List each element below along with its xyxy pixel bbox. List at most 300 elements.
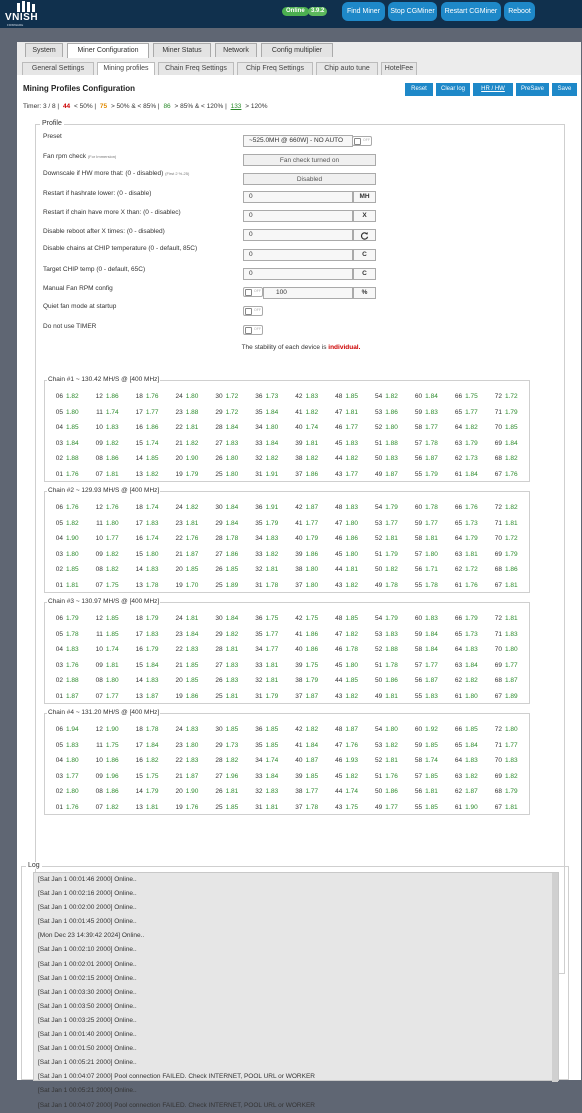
- chip-cell: [170, 467, 210, 483]
- tab-miner-status[interactable]: Miner Status: [153, 43, 211, 57]
- chip-number: 69: [494, 772, 502, 780]
- chip-cell: [369, 562, 409, 578]
- chip-cell: [170, 800, 210, 816]
- chip-number: 45: [335, 661, 343, 669]
- chip-cell: [170, 500, 210, 516]
- fan-check-button[interactable]: Fan check turned on: [243, 154, 376, 166]
- chip-row: [50, 642, 529, 658]
- chip-number: 05: [55, 519, 63, 527]
- chip-number: 53: [375, 408, 383, 416]
- chip-row: [50, 611, 529, 627]
- checkbox-icon: [245, 308, 252, 315]
- chip-number: 29: [215, 408, 223, 416]
- reboot-button[interactable]: Reboot: [504, 2, 535, 21]
- stop-cgminer-button[interactable]: Stop CGMiner: [388, 2, 437, 21]
- chip-number: 64: [454, 757, 463, 765]
- chip-cell: [369, 547, 409, 563]
- chip-number: 35: [255, 519, 263, 527]
- chip-number: 29: [215, 519, 223, 527]
- chip-number: 58: [414, 535, 423, 543]
- chip-number: 56: [414, 455, 423, 463]
- save-button[interactable]: Save: [552, 83, 577, 96]
- chip-hashrate: 1.85: [185, 677, 199, 685]
- chip-number: 60: [414, 504, 423, 512]
- chip-number: 08: [95, 455, 103, 463]
- target-temp-input[interactable]: 0: [243, 268, 353, 280]
- subtab-general-settings[interactable]: General Settings: [22, 62, 94, 75]
- chip-hashrate: 1.82: [345, 772, 358, 780]
- chip-hashrate: 1.79: [385, 550, 398, 558]
- chip-number: 19: [175, 581, 183, 589]
- chip-hashrate: 1.88: [66, 455, 79, 463]
- chip-number: 55: [414, 803, 423, 811]
- chip-number: 25: [215, 470, 223, 478]
- chip-hashrate: 1.81: [66, 581, 79, 589]
- chip-number: 04: [55, 424, 63, 432]
- chip-hashrate: 1.96: [105, 772, 119, 780]
- chip-hashrate: 1.83: [265, 535, 279, 543]
- chip-cell: [90, 784, 130, 800]
- chip-cell: [250, 611, 290, 627]
- quiet-fan-toggle[interactable]: OFF: [243, 306, 263, 316]
- chip-number: 05: [55, 630, 63, 638]
- chip-number: 67: [494, 581, 502, 589]
- chip-hashrate: 1.80: [265, 424, 279, 432]
- fan-rpm-label: Fan rpm check (For Immersion): [43, 153, 117, 160]
- chip-number: 64: [454, 646, 463, 654]
- restart-chain-input[interactable]: 0: [243, 210, 353, 222]
- chip-hashrate: 1.84: [265, 408, 279, 416]
- chip-cell: [90, 547, 130, 563]
- subtab-chip-freq-settings[interactable]: Chip Freq Settings: [237, 62, 313, 75]
- profile-legend: Profile: [42, 120, 62, 127]
- chip-number: 54: [375, 393, 383, 401]
- chip-hashrate: 1.87: [345, 726, 358, 734]
- chip-cell: [90, 689, 130, 705]
- chip-number: 49: [375, 581, 383, 589]
- chip-hashrate: 1.82: [105, 550, 119, 558]
- chip-hashrate: 1.87: [305, 692, 319, 700]
- celsius-unit: C: [353, 249, 376, 261]
- presave-button[interactable]: PreSave: [516, 83, 549, 96]
- log-legend: Log: [28, 862, 40, 869]
- chip-cell: [90, 562, 130, 578]
- chip-number: 22: [175, 757, 183, 765]
- disable-reboot-input[interactable]: 0: [243, 229, 353, 241]
- chip-cell: [50, 562, 90, 578]
- chip-cell: [50, 611, 90, 627]
- chip-cell: [409, 738, 449, 754]
- chip-number: 28: [215, 424, 223, 432]
- subtab-hotelfee[interactable]: HotelFee: [381, 62, 417, 75]
- chip-cell: [449, 436, 489, 452]
- chip-number: 58: [414, 757, 423, 765]
- chip-hashrate: 1.82: [265, 550, 279, 558]
- chip-hashrate: 1.80: [345, 519, 358, 527]
- chip-cell: [250, 753, 290, 769]
- chip-hashrate: 1.82: [225, 757, 239, 765]
- chip-cell: [329, 784, 369, 800]
- chip-hashrate: 1.83: [305, 393, 319, 401]
- chip-cell: [369, 531, 409, 547]
- chip-cell: [449, 516, 489, 532]
- chip-cell: [170, 642, 210, 658]
- chip-cell: [329, 578, 369, 594]
- chip-cell: [210, 611, 250, 627]
- chip-hashrate: 1.82: [265, 455, 279, 463]
- log-line: [Sat Jan 1 00:04:07 2000] Pool connection FAILED. Check INTERNET, POOL URL or WORKER: [38, 1101, 315, 1109]
- chip-hashrate: 1.83: [345, 504, 358, 512]
- chip-cell: [130, 562, 170, 578]
- chip-cell: [449, 673, 489, 689]
- chip-number: 11: [96, 408, 103, 416]
- preset-toggle[interactable]: OFF: [352, 136, 372, 146]
- chip-hashrate: 1.81: [185, 519, 199, 527]
- chip-hashrate: 1.82: [66, 519, 79, 527]
- chip-number: 50: [375, 788, 383, 796]
- timer-value-3: 86: [163, 103, 171, 110]
- chip-hashrate: 1.80: [185, 393, 199, 401]
- chip-hashrate: 1.80: [345, 550, 358, 558]
- chip-cell: [449, 500, 489, 516]
- chip-cell: [90, 451, 130, 467]
- chip-number: 16: [135, 535, 143, 543]
- chip-cell: [170, 627, 210, 643]
- chip-row: [50, 769, 529, 785]
- subtab-chain-freq-settings[interactable]: Chain Freq Settings: [158, 62, 234, 75]
- chip-cell: [409, 627, 449, 643]
- chip-hashrate: 1.81: [385, 535, 398, 543]
- chip-number: 38: [295, 677, 303, 685]
- celsius-unit: C: [353, 268, 376, 280]
- log-line: [Sat Jan 1 00:05:21 2000] Online..: [38, 1059, 137, 1067]
- chip-hashrate: 1.85: [185, 661, 199, 669]
- chip-cell: [369, 436, 409, 452]
- chip-hashrate: 1.93: [345, 757, 358, 765]
- chip-number: 15: [135, 439, 143, 447]
- chip-cell: [90, 753, 130, 769]
- chip-hashrate: 1.80: [66, 550, 79, 558]
- chip-cell: [130, 800, 170, 816]
- chip-number: 13: [135, 803, 143, 811]
- chip-number: 30: [215, 504, 223, 512]
- chip-hashrate: 1.87: [305, 757, 319, 765]
- chip-hashrate: 1.86: [185, 692, 199, 700]
- chip-number: 49: [375, 470, 383, 478]
- chip-hashrate: 1.79: [385, 504, 398, 512]
- chip-cell: [170, 673, 210, 689]
- chip-number: 39: [295, 661, 303, 669]
- chip-hashrate: 1.90: [66, 535, 79, 543]
- refresh-icon[interactable]: [353, 229, 376, 241]
- chip-hashrate: 1.73: [465, 455, 478, 463]
- chip-hashrate: 1.79: [465, 615, 478, 623]
- chip-hashrate: 1.82: [145, 470, 159, 478]
- chip-cell: [489, 738, 529, 754]
- chip-hashrate: 1.83: [504, 757, 518, 765]
- chip-hashrate: 1.77: [385, 803, 398, 811]
- chip-number: 47: [335, 408, 343, 416]
- tab-system[interactable]: System: [25, 43, 63, 57]
- reset-button[interactable]: Reset: [405, 83, 433, 96]
- chip-hashrate: 1.83: [66, 741, 79, 749]
- log-textarea[interactable]: [33, 872, 559, 1109]
- chip-number: 57: [414, 439, 423, 447]
- chip-cell: [369, 500, 409, 516]
- chip-number: 68: [494, 788, 502, 796]
- chip-hashrate: 1.70: [185, 581, 199, 589]
- chip-cell: [369, 516, 409, 532]
- chip-number: 63: [454, 550, 463, 558]
- quiet-fan-label: Quiet fan mode at startup: [43, 303, 117, 310]
- log-line: [Sat Jan 1 00:02:15 2000] Online..: [38, 974, 137, 982]
- chip-cell: [90, 658, 130, 674]
- chip-cell: [210, 467, 250, 483]
- page-title: Mining Profiles Configuration: [23, 84, 135, 93]
- subtab-chip-auto-tune[interactable]: Chip auto tune: [316, 62, 378, 75]
- chip-number: 72: [494, 726, 502, 734]
- chip-hashrate: 1.85: [305, 772, 319, 780]
- chip-number: 01: [55, 803, 63, 811]
- chip-hashrate: 1.77: [385, 519, 398, 527]
- chip-hashrate: 1.87: [145, 692, 159, 700]
- chip-number: 23: [175, 630, 183, 638]
- clear-log-button[interactable]: Clear log: [436, 83, 470, 96]
- chip-cell: [170, 769, 210, 785]
- chip-hashrate: 1.83: [105, 424, 119, 432]
- chip-hashrate: 1.77: [105, 692, 119, 700]
- chip-cell: [170, 562, 210, 578]
- chip-number: 66: [454, 504, 463, 512]
- chip-cell: [449, 658, 489, 674]
- chip-hashrate: 1.81: [265, 803, 279, 811]
- chip-cell: [329, 642, 369, 658]
- chip-number: 55: [414, 581, 423, 589]
- chip-number: 38: [295, 566, 303, 574]
- chip-hashrate: 1.87: [185, 772, 199, 780]
- chip-cell: [489, 627, 529, 643]
- chip-cell: [90, 738, 130, 754]
- chip-cell: [90, 420, 130, 436]
- chip-cell: [210, 642, 250, 658]
- chip-cell: [90, 611, 130, 627]
- chip-cell: [90, 722, 130, 738]
- chip-hashrate: 1.82: [345, 581, 358, 589]
- chip-hashrate: 1.83: [225, 677, 239, 685]
- chip-hashrate: 1.81: [225, 692, 239, 700]
- chip-cell: [130, 531, 170, 547]
- chip-number: 15: [135, 550, 143, 558]
- chip-cell: [170, 547, 210, 563]
- chip-number: 07: [95, 803, 103, 811]
- chip-number: 44: [335, 677, 343, 685]
- chip-number: 56: [414, 566, 423, 574]
- chip-cell: [250, 516, 290, 532]
- chip-hashrate: 1.80: [66, 408, 79, 416]
- chip-cell: [489, 753, 529, 769]
- chip-cell: [90, 800, 130, 816]
- chip-hashrate: 1.73: [465, 630, 478, 638]
- chain-panel-2: [44, 487, 530, 593]
- chip-number: 23: [175, 741, 183, 749]
- chip-cell: [489, 784, 529, 800]
- tab-network[interactable]: Network: [215, 43, 257, 57]
- chip-hashrate: 1.81: [185, 615, 199, 623]
- chip-cell: [409, 769, 449, 785]
- chip-cell: [329, 738, 369, 754]
- chip-number: 03: [55, 772, 63, 780]
- chip-hashrate: 1.82: [345, 692, 358, 700]
- x-unit: X: [353, 210, 376, 222]
- chip-cell: [289, 611, 329, 627]
- chip-hashrate: 1.87: [425, 455, 438, 463]
- preset-select[interactable]: ~525.0MH @ 660W] - NO AUTO: [243, 135, 353, 147]
- timer-text-5: > 120%: [245, 103, 268, 110]
- chip-number: 31: [255, 470, 263, 478]
- hr-hw-button[interactable]: HR / HW: [473, 83, 513, 96]
- disable-chains-input[interactable]: 0: [243, 249, 353, 261]
- chip-number: 20: [175, 788, 183, 796]
- chip-cell: [289, 642, 329, 658]
- chip-number: 20: [175, 677, 183, 685]
- chip-row: [50, 784, 529, 800]
- chip-cell: [449, 689, 489, 705]
- vnish-logo: VNISH FIRMWARE: [3, 0, 51, 27]
- chip-cell: [289, 769, 329, 785]
- chip-row: [50, 436, 529, 452]
- chip-cell: [210, 800, 250, 816]
- chain-panel-3: [44, 598, 530, 704]
- chip-cell: [489, 689, 529, 705]
- chip-hashrate: 1.85: [185, 566, 199, 574]
- chip-number: 38: [295, 788, 303, 796]
- chip-row: [50, 467, 529, 483]
- chip-number: 52: [375, 424, 383, 432]
- chip-cell: [250, 769, 290, 785]
- chip-table: [50, 722, 529, 815]
- log-line: [Sat Jan 1 00:01:50 2000] Online..: [38, 1045, 137, 1053]
- chip-number: 43: [335, 692, 343, 700]
- chip-hashrate: 1.81: [265, 677, 279, 685]
- tab-miner-configuration[interactable]: Miner Configuration: [67, 43, 149, 58]
- chip-number: 12: [95, 615, 103, 623]
- log-scrollbar[interactable]: [552, 873, 558, 1082]
- chip-hashrate: 1.85: [425, 741, 438, 749]
- chip-cell: [170, 578, 210, 594]
- chip-cell: [329, 562, 369, 578]
- chip-hashrate: 1.92: [425, 726, 438, 734]
- chip-hashrate: 1.94: [66, 726, 79, 734]
- chip-hashrate: 1.81: [385, 692, 398, 700]
- chip-cell: [329, 769, 369, 785]
- chip-cell: [170, 784, 210, 800]
- chip-cell: [489, 531, 529, 547]
- chip-cell: [449, 467, 489, 483]
- chip-number: 12: [95, 726, 103, 734]
- chip-cell: [409, 389, 449, 405]
- chip-hashrate: 1.82: [465, 424, 478, 432]
- chip-number: 05: [55, 408, 63, 416]
- chip-number: 66: [454, 615, 463, 623]
- chip-hashrate: 1.77: [105, 535, 119, 543]
- chip-cell: [210, 784, 250, 800]
- manual-fan-input[interactable]: 100: [263, 287, 353, 299]
- chip-cell: [329, 451, 369, 467]
- chip-hashrate: 1.80: [66, 788, 79, 796]
- chip-hashrate: 1.81: [504, 803, 518, 811]
- chip-hashrate: 1.72: [504, 393, 518, 401]
- downscale-button[interactable]: Disabled: [243, 173, 376, 185]
- chip-number: 32: [255, 677, 263, 685]
- chip-hashrate: 1.82: [385, 741, 398, 749]
- chip-cell: [449, 784, 489, 800]
- manual-fan-toggle[interactable]: OFF: [243, 287, 263, 297]
- chip-cell: [289, 722, 329, 738]
- chip-number: 49: [375, 803, 383, 811]
- chip-hashrate: 1.81: [105, 661, 119, 669]
- subtab-mining-profiles[interactable]: Mining profiles: [97, 62, 155, 75]
- chip-hashrate: 1.83: [425, 408, 438, 416]
- chip-hashrate: 1.82: [345, 630, 358, 638]
- chip-table: [50, 389, 529, 482]
- chip-cell: [409, 722, 449, 738]
- chip-hashrate: 1.77: [425, 424, 438, 432]
- chip-hashrate: 1.79: [504, 408, 518, 416]
- chip-number: 48: [335, 393, 343, 401]
- chip-hashrate: 1.83: [225, 661, 239, 669]
- chip-cell: [130, 389, 170, 405]
- chip-cell: [409, 547, 449, 563]
- chip-hashrate: 1.80: [105, 677, 119, 685]
- restart-hashrate-input[interactable]: 0: [243, 191, 353, 203]
- chip-number: 41: [295, 741, 303, 749]
- find-miner-button[interactable]: Find Miner: [342, 2, 385, 21]
- tab-config-multiplier[interactable]: Config multiplier: [261, 43, 333, 57]
- chip-number: 33: [255, 661, 263, 669]
- chip-hashrate: 1.85: [265, 741, 279, 749]
- log-line: [Sat Jan 1 00:01:40 2000] Online..: [38, 1031, 137, 1039]
- chip-hashrate: 1.75: [345, 803, 358, 811]
- chip-hashrate: 1.77: [345, 470, 358, 478]
- chip-hashrate: 1.84: [225, 519, 239, 527]
- chip-hashrate: 1.82: [385, 566, 398, 574]
- log-line: [Sat Jan 1 00:01:45 2000] Online..: [38, 918, 137, 926]
- status-badge: Online: [282, 7, 309, 16]
- chip-row: [50, 722, 529, 738]
- chip-hashrate: 1.84: [425, 646, 438, 654]
- chip-number: 19: [175, 803, 183, 811]
- chip-cell: [449, 420, 489, 436]
- chip-cell: [409, 436, 449, 452]
- chip-cell: [50, 658, 90, 674]
- chip-number: 01: [55, 470, 63, 478]
- chip-number: 36: [255, 504, 263, 512]
- chip-hashrate: 1.82: [105, 566, 119, 574]
- chip-cell: [329, 500, 369, 516]
- chip-hashrate: 1.78: [345, 646, 358, 654]
- no-timer-toggle[interactable]: OFF: [243, 325, 263, 335]
- chip-number: 67: [494, 470, 502, 478]
- chip-hashrate: 1.84: [185, 630, 199, 638]
- chip-number: 68: [494, 677, 502, 685]
- chip-hashrate: 1.80: [465, 692, 478, 700]
- chip-hashrate: 1.79: [145, 615, 159, 623]
- chip-hashrate: 1.77: [305, 519, 319, 527]
- chip-number: 45: [335, 772, 343, 780]
- chip-number: 11: [96, 519, 103, 527]
- restart-cgminer-button[interactable]: Restart CGMiner: [441, 2, 501, 21]
- chip-number: 69: [494, 661, 502, 669]
